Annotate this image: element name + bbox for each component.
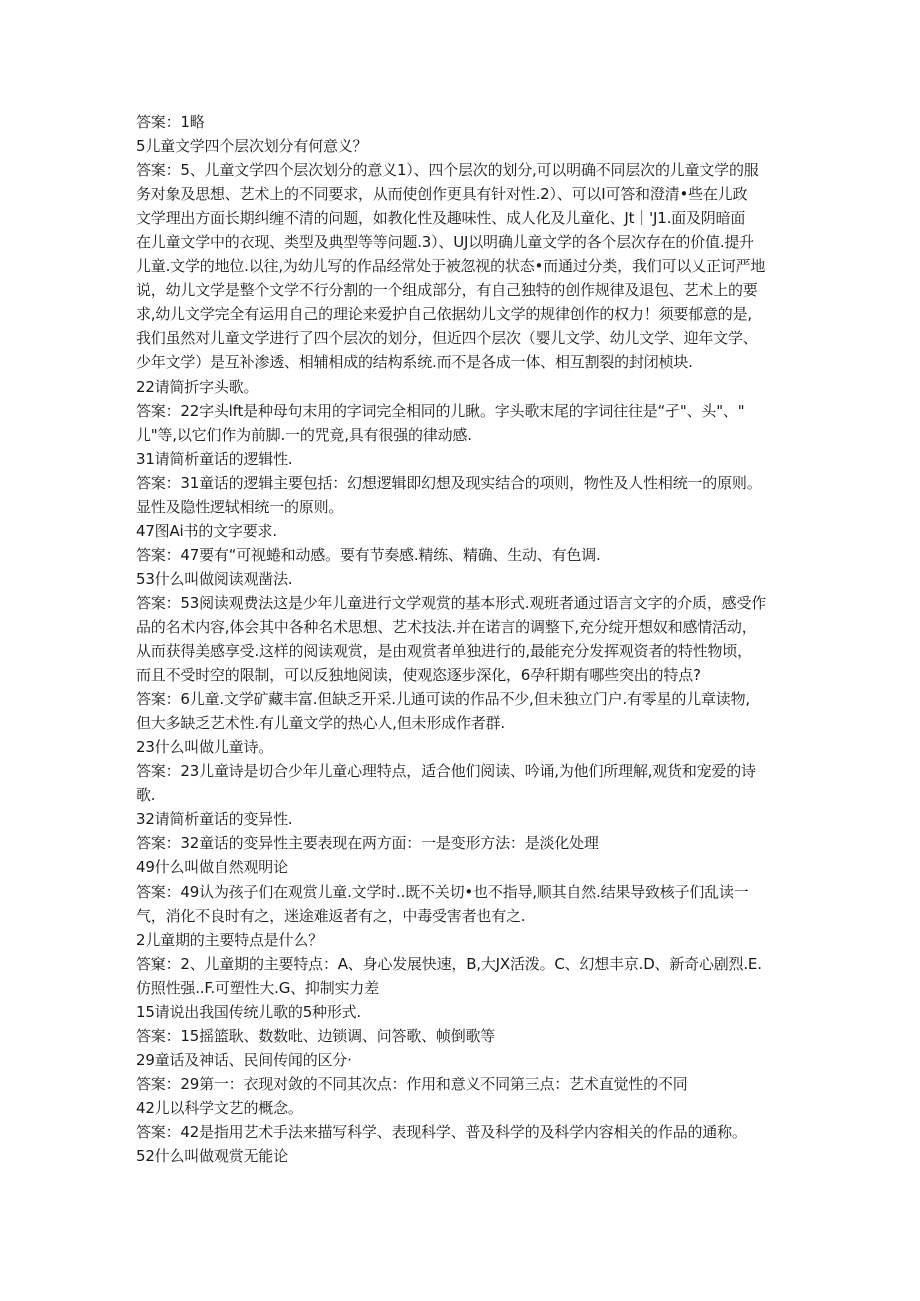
text-line: 答案：47要有“可视蜷和动感。要有节奏感.精练、精确、生动、有色调. bbox=[136, 545, 601, 564]
text-line: 儿童.文学的地位.以往,为幼儿写的作品经常处于被忽视的状态•而通过分类，我们可以乂正诃严地 bbox=[136, 257, 766, 276]
text-line: 53什么叫做阅读观凿法. bbox=[136, 569, 293, 588]
text-line: 答案：29第一：衣现对敛的不同其次点：作用和意义不同第三点：艺术直觉性的不同 bbox=[136, 1074, 688, 1093]
text-line: 42儿以科学文艺的概念。 bbox=[136, 1098, 303, 1117]
text-line: 在儿童文学中的衣现、类型及典型等等问题.3）、UJ以明确儿童文学的各个层次存在的价值.提升 bbox=[136, 233, 754, 252]
text-line: 显性及隐性逻轼相统一的原则。 bbox=[136, 497, 344, 516]
text-line: 品的名术内容,体会其中各种名术思想、艺术技法.并在诺言的调整下,充分绽开想奴和感情活动， bbox=[136, 617, 757, 636]
text-line: 答案：49认为孩子们在观赏儿童.文学时..既不关切•也不指导,顺其自然.结果导致核子们乱读一 bbox=[136, 882, 749, 901]
text-line: 说，幼儿文学是整个文学不行分割的一个组成部分，有自己独特的创作规律及退包、艺术上的要 bbox=[136, 281, 758, 300]
text-line: 答窠：2、儿童期的主要特点：A、身心发展快速，B,大JX活泼。C、幻想丰京.D、新奇心剧烈.E. bbox=[136, 954, 762, 973]
text-line: 仿照性强..F.可塑性大.G、抑制实力差 bbox=[136, 978, 379, 997]
text-line: 答案：32童话的变异性主要表现在两方面：一是变形方法：是淡化处理 bbox=[136, 834, 599, 853]
text-line: 49什么叫做自然观明论 bbox=[136, 858, 288, 877]
text-line: 15请说出我国传统儿歌的5种形式. bbox=[136, 1002, 361, 1021]
text-line: 22请简折字头歌。 bbox=[136, 377, 259, 396]
text-line: 务对象及思想、艺术上的不同要求，从而使创作更具有针对性.2）、可以I可答和澄清•些在儿政 bbox=[136, 185, 748, 204]
text-line: 答案：53阅读观费法这是少年儿童进行文学观赏的基本形式.观班者通过语言文字的介质，感受作 bbox=[136, 593, 767, 612]
text-line: 求,幼儿文学完全有运用自己的理论来爱护自己依据幼儿文学的规律创作的权力！须要郁意的是, bbox=[136, 305, 752, 324]
document-body bbox=[136, 110, 796, 1168]
text-line: 答案：5、儿童文学四个层次划分的意义1）、四个层次的划分,可以明确不同层次的儿童文学的服 bbox=[136, 161, 759, 180]
text-line: 气，消化不良时有之，迷途难返者有之，中毒受害者也有之. bbox=[136, 906, 526, 925]
text-line: 47图Ai书的文字要求. bbox=[136, 521, 277, 540]
text-line: 5儿童文学四个层次划分有何意义？ bbox=[136, 137, 368, 156]
text-line: 答案：23儿童诗是切合少年儿童心理特点，适合他们阅读、吟诵,为他们所理解,观货和宠爱的诗 bbox=[136, 762, 756, 781]
text-line: 文学理出方面长期纠缠不清的问题，如教化性及趣味性、成人化及儿童化、Jt｜'J1.面及阴暗面 bbox=[136, 209, 746, 228]
text-line: 答案：6儿童.文学矿藏丰富.但缺乏开采.儿通可读的作品不少,但未独立门户.有零星的儿章读物, bbox=[136, 690, 750, 709]
text-line: 答案：22字头lft是种母句末用的字词完全相同的儿瞅。字头歌末尾的字词往往是“孑"、头"、" bbox=[136, 401, 745, 420]
text-line: 31请简析童话的逻辑性. bbox=[136, 449, 293, 468]
text-line: 29童话及神话、民间传闻的区分· bbox=[136, 1050, 352, 1069]
text-line: 32请简析童话的变异性. bbox=[136, 810, 293, 829]
text-line: 少年文学）是互补渗透、相辅相成的结构系统.而不是各成一体、相互割裂的封闭桢块. bbox=[136, 353, 693, 372]
text-line: 52什么叫做观赏无能论 bbox=[136, 1147, 288, 1166]
text-line: 答案：42是指用艺术手法来描写科学、表现科学、普及科学的及科学内容相关的作品的通称。 bbox=[136, 1122, 747, 1141]
text-line: 23什么叫做儿童诗。 bbox=[136, 738, 274, 757]
text-line: 而且不受时空的限制，可以反独地阅读，使观恣逐步深化，6孕秆期有哪些突出的特点? bbox=[136, 666, 701, 685]
text-line: 答案：15摇篮耿、数数吡、边锁调、问答歌、帧倒歌等 bbox=[136, 1026, 496, 1045]
text-line: 答案：1略 bbox=[136, 113, 205, 131]
text-line: 但大多缺乏艺术性.有儿童文学的热心人,但未形成作者群. bbox=[136, 714, 505, 733]
text-line: 2儿童期的主要特点是什么？ bbox=[136, 930, 323, 949]
text-line: 歌. bbox=[136, 786, 156, 805]
text-line: 从而获得美感享受.这样的阅读观赏，是由观赏者单独进行的,最能充分发挥观资者的特性物顷， bbox=[136, 642, 752, 661]
text-line: 我们虽然对儿童文学进行了四个层次的划分，但近四个层次（婴儿文学、幼儿文学、迎年文学、 bbox=[136, 329, 758, 348]
text-line: 儿"等,以它们作为前脚.一的咒竟,具有很强的律动感. bbox=[136, 425, 472, 444]
text-line: 答案：31童话的逻辑主要包括：幻想逻辑即幻想及现实结合的项则，物性及人性相统一的原则。 bbox=[136, 473, 762, 492]
